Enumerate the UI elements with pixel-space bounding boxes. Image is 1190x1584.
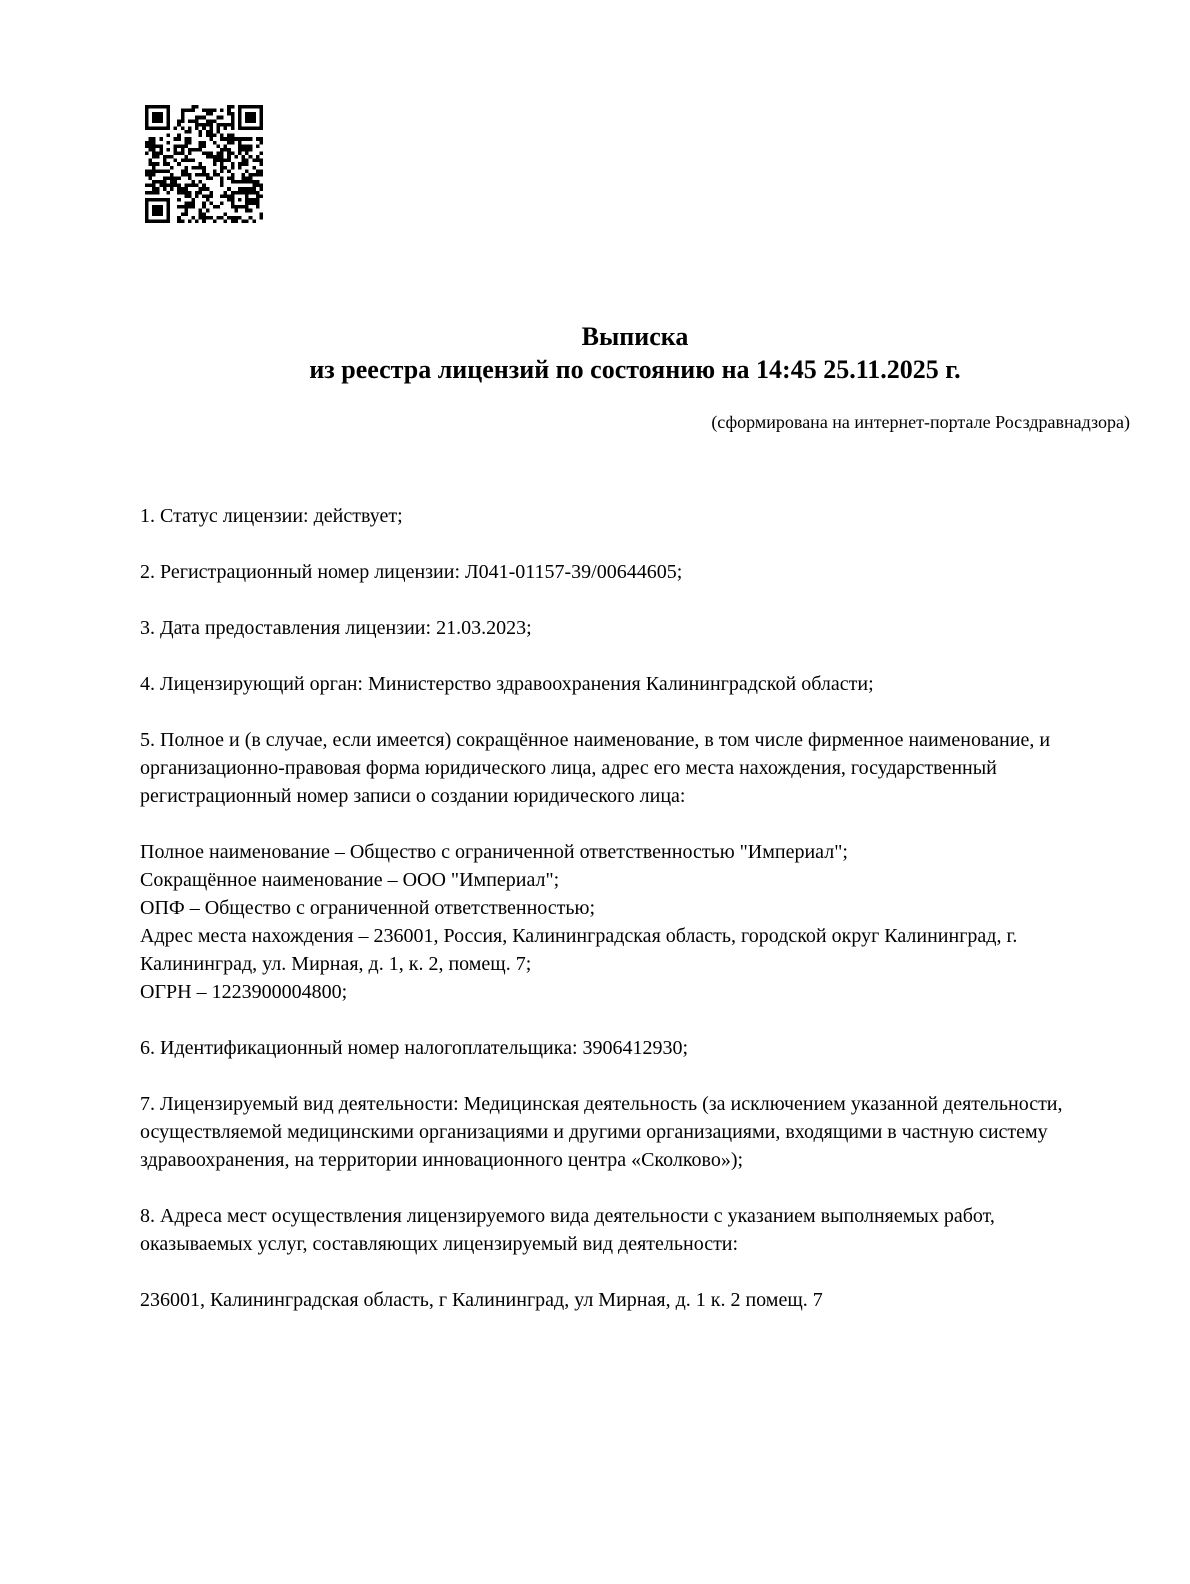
paragraph-entity-heading: 5. Полное и (в случае, если имеется) сокращённое наименование, в том числе фирменное наименование, и организационно-правовая форма юридического лица, адрес его места нахождения, государственный регистрационный номер записи о создании юридического лица:	[140, 729, 1051, 807]
document-content	[140, 320, 1130, 1314]
paragraph-addresses-heading: 8. Адреса мест осуществления лицензируемого вида деятельности с указанием выполняемых работ, оказываемых услуг, составляющих лицензируемый вид деятельности:	[140, 1205, 995, 1255]
document-title: Выписка	[581, 322, 689, 351]
paragraph-license-status: 1. Статус лицензии: действует;	[140, 505, 403, 527]
qr-code	[145, 105, 263, 223]
entity-opf: ОПФ – Общество с ограниченной ответственностью;	[140, 897, 596, 919]
entity-details	[140, 838, 1092, 1006]
document-title-block	[140, 320, 1130, 386]
paragraph-grant-date: 3. Дата предоставления лицензии: 21.03.2023;	[140, 617, 532, 639]
entity-full-name: Полное наименование – Общество с ограниченной ответственностью "Империал";	[140, 841, 848, 863]
entity-short-name: Сокращённое наименование – ООО "Империал";	[140, 869, 560, 891]
document-body	[140, 502, 1092, 1314]
paragraph-licensing-authority: 4. Лицензирующий орган: Министерство здравоохранения Калининградской области;	[140, 673, 874, 695]
formation-note: (сформирована на интернет-портале Росздравнадзора)	[711, 412, 1130, 432]
paragraph-inn: 6. Идентификационный номер налогоплательщика: 3906412930;	[140, 1037, 689, 1059]
paragraph-licensed-activity: 7. Лицензируемый вид деятельности: Медицинская деятельность (за исключением указанной деятельности, осуществляемой медицинскими организациями и другими организациями, входящими в частную систему здравоохранения, на территории инновационного центра «Сколково»);	[140, 1093, 1063, 1171]
entity-ogrn: ОГРН – 1223900004800;	[140, 981, 348, 1003]
entity-address: Адрес места нахождения – 236001, Россия, Калининградская область, городской округ Калининград, г. Калининград, ул. Мирная, д. 1, к. 2, помещ. 7;	[140, 925, 1018, 975]
paragraph-registration-number: 2. Регистрационный номер лицензии: Л041-01157-39/00644605;	[140, 561, 683, 583]
qr-code-image	[145, 105, 263, 223]
work-address: 236001, Калининградская область, г Калининград, ул Мирная, д. 1 к. 2 помещ. 7	[140, 1289, 823, 1311]
document-subtitle: из реестра лицензий по состоянию на 14:45 25.11.2025 г.	[309, 355, 961, 384]
